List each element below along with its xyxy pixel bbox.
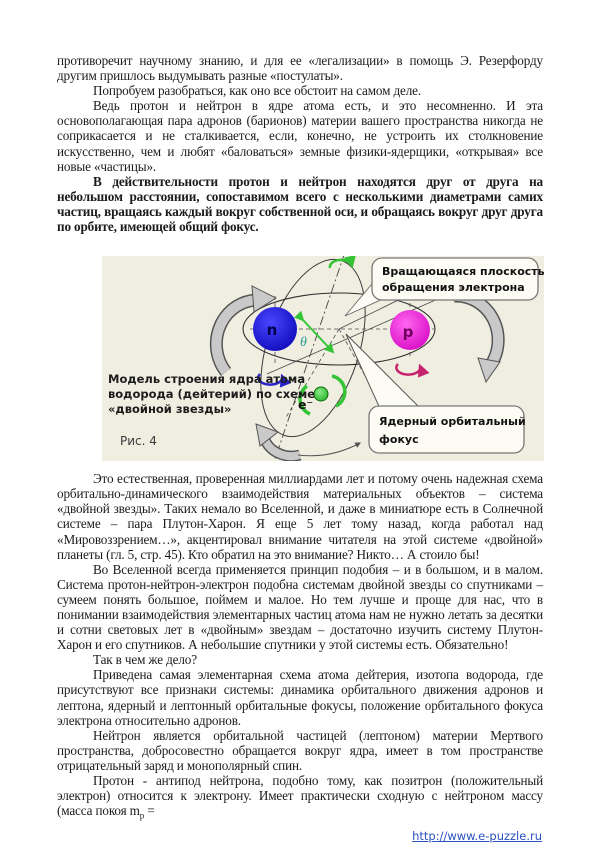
paragraph-text: Протон - антипод нейтрона, подобно тому, как позитрон (положительный электрон) относится к электрону. Имеет практически сходную с нейтроном массу (масса покоя m — [57, 773, 543, 819]
callout-nuclear-focus — [369, 406, 526, 453]
svg-text:«двойной звезды»: «двойной звезды» — [108, 402, 232, 417]
figure-deuterium-model — [102, 256, 544, 461]
paragraph-text: = — [144, 803, 155, 819]
svg-text:Вращающаяся плоскость: Вращающаяся плоскость — [382, 265, 544, 279]
paragraph: Приведена самая элементарная схема атома дейтерия, изотопа водорода, где присутствуют все признаки системы: динамика орбитального движения адронов и лептона, ядерный и лептонный орбитальные фокусы, положение орбитального фокуса электрона относительно адронов. — [57, 667, 543, 728]
svg-text:водорода (дейтерий) по схеме: водорода (дейтерий) по схеме — [108, 387, 316, 402]
page-footer — [57, 829, 543, 843]
footer-link[interactable]: http://www.e-puzzle.ru — [412, 828, 542, 843]
svg-text:Модель строения ядра атома: Модель строения ядра атома — [108, 372, 306, 387]
mass-subscript: p — [139, 810, 145, 821]
electron-dot — [314, 387, 328, 401]
neutron-label: n — [266, 321, 278, 340]
figure-caption: Рис. 4 — [120, 434, 157, 449]
paragraph: Во Вселенной всегда применяется принцип подобия – и в большом, и в малом. Система протон-нейтрон-электрон подобна системам двойной звезды со спутниками – сумеем понять большое, поймем и малое. Но тем лучше и проще для нас, что в понимании взаимодействия элементарных частиц атома нам не нужно летать за десятки и сотни световых лет в «двойным» звездам – достаточно изучить систему Плутон-Харон и его спутников. А небольшие спутники у этой системы есть. Обязательно! — [57, 561, 543, 653]
paragraph: Так в чем же дело? — [93, 652, 197, 668]
paragraph: Это естественная, проверенная миллиардами лет и потому очень надежная схема орбитально-динамического взаимодействия материальных объектов – система «двойной звезды». Таких немало во Вселенной, и даже в миниатюре есть в Солнечной системе – пара Плутон-Харон. Я еще 5 лет тому назад, когда работал над «Мировоззрением…», акцентировал внимание читателя на этой системе «двойной» планеты (гл. 5, стр. 45). Кто обратил на это внимание? Никто… А стоило бы! — [57, 471, 543, 562]
paragraph — [57, 773, 543, 824]
paragraph-emphasis: В действительности протон и нейтрон находятся друг от друга на небольшом расстоянии, сопоставимом всего с несколькими диаметрами самих частиц, вращаясь каждый вокруг собственной оси, и обращаясь вокруг друг друга по орбите, имеющей общий фокус. — [57, 173, 543, 235]
svg-text:обращения электрона: обращения электрона — [382, 281, 525, 295]
paragraph: Нейтрон является орбитальной частицей (лептоном) материи Мертвого пространства, добросовестно обращается вокруг ядра, имеет в том пространстве отрицательный заряд и монополярный спин. — [57, 727, 543, 773]
proton-label: p — [402, 323, 414, 342]
deuterium-model-diagram — [102, 256, 544, 461]
paragraph: Попробуем разобраться, как оно все обстоит на самом деле. — [93, 83, 421, 99]
paragraph: Ведь протон и нейтрон в ядре атома есть, и это несомненно. И эта основополагающая пара адронов (барионов) материи вашего пространства никогда не соприкасается и не сталкивается, если, конечно, не устроить их столкновение искусственно, чем и любят «баловаться» земные физики-ядерщики, «открывая» все новые «частицы». — [57, 98, 543, 174]
svg-text:Ядерный орбитальный: Ядерный орбитальный — [379, 415, 526, 429]
paragraph: противоречит научному знанию, и для ее «легализации» в помощь Э. Резерфорду другим пришлось выдумывать разные «постулаты». — [57, 53, 543, 84]
theta-angle-label: θ — [300, 335, 307, 351]
electron-label: e⁻ — [298, 397, 314, 413]
svg-text:фокус: фокус — [379, 433, 419, 447]
callout-electron-plane — [372, 258, 544, 300]
